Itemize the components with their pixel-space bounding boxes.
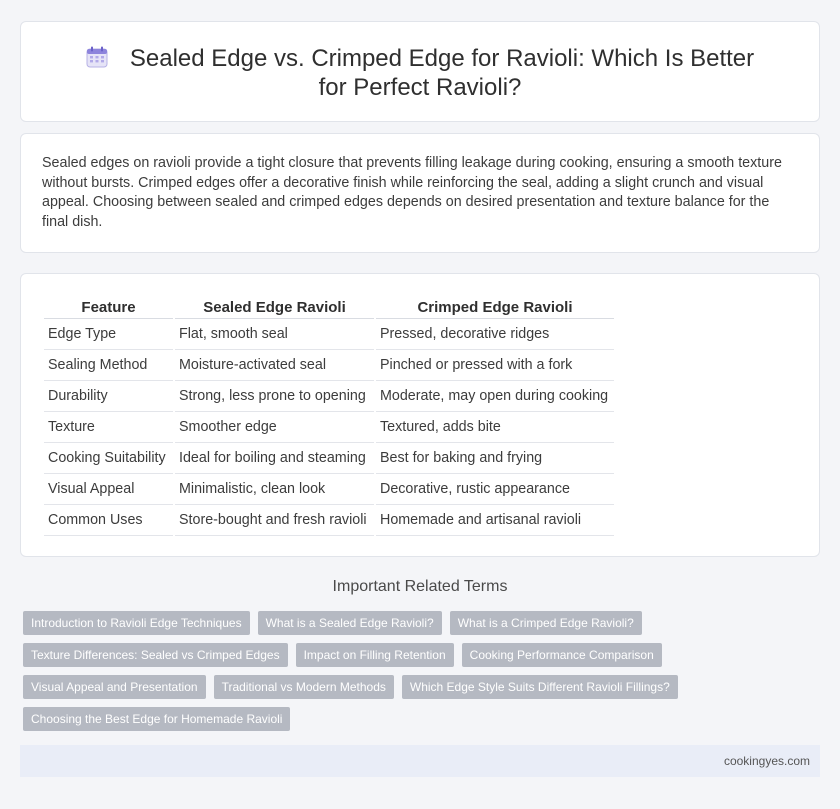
table-cell: Sealing Method: [44, 350, 173, 381]
table-cell: Flat, smooth seal: [175, 319, 374, 350]
tag-row: [23, 643, 703, 667]
table-header-row: [44, 296, 614, 319]
related-term-tag[interactable]: Visual Appeal and Presentation: [23, 675, 206, 699]
footer-site-link[interactable]: cookingyes.com: [723, 754, 810, 768]
table-cell: Texture: [44, 412, 173, 443]
table-cell: Best for baking and frying: [376, 443, 614, 474]
table-cell: Moisture-activated seal: [175, 350, 374, 381]
table-row: [44, 350, 614, 381]
page-title: Sealed Edge vs. Crimped Edge for Ravioli: Which Is Better for Perfect Ravioli?: [129, 45, 755, 101]
table-row: [44, 443, 614, 474]
related-terms-title: Important Related Terms: [332, 578, 508, 595]
table-cell: Edge Type: [44, 319, 173, 350]
related-terms-tags: [23, 611, 703, 739]
calendar-icon: [86, 46, 108, 68]
related-term-tag[interactable]: Cooking Performance Comparison: [462, 643, 662, 667]
table-header-crimped: Crimped Edge Ravioli: [376, 296, 614, 319]
table-cell: Pressed, decorative ridges: [376, 319, 614, 350]
table-cell: Moderate, may open during cooking: [376, 381, 614, 412]
tag-row: [23, 611, 703, 635]
table-cell: Pinched or pressed with a fork: [376, 350, 614, 381]
table-cell: Durability: [44, 381, 173, 412]
related-term-tag[interactable]: Texture Differences: Sealed vs Crimped Edges: [23, 643, 288, 667]
related-term-tag[interactable]: What is a Crimped Edge Ravioli?: [450, 611, 642, 635]
footer: [20, 745, 820, 777]
page-title-wrap: [21, 44, 819, 102]
title-card: [20, 21, 820, 122]
tag-row: [23, 675, 703, 699]
table-row: [44, 381, 614, 412]
related-term-tag[interactable]: Which Edge Style Suits Different Ravioli Fillings?: [402, 675, 678, 699]
table-cell: Textured, adds bite: [376, 412, 614, 443]
table-header-sealed: Sealed Edge Ravioli: [175, 296, 374, 319]
table-cell: Visual Appeal: [44, 474, 173, 505]
table-cell: Minimalistic, clean look: [175, 474, 374, 505]
intro-text: Sealed edges on ravioli provide a tight closure that prevents filling leakage during cooking, ensuring a smooth texture without bursts. Crimped edges offer a decorative finish while reinforcing the seal, adding a slight crunch and visual appeal. Choosing between sealed and crimped edges depends on desired presentation and texture balance for the final dish.: [42, 155, 782, 230]
comparison-table-card: [20, 273, 820, 557]
related-term-tag[interactable]: Traditional vs Modern Methods: [214, 675, 394, 699]
table-cell: Smoother edge: [175, 412, 374, 443]
related-term-tag[interactable]: Introduction to Ravioli Edge Techniques: [23, 611, 250, 635]
intro-card: [20, 133, 820, 253]
tag-row: [23, 707, 703, 731]
table-row: [44, 505, 614, 536]
table-cell: Ideal for boiling and steaming: [175, 443, 374, 474]
table-cell: Cooking Suitability: [44, 443, 173, 474]
related-term-tag[interactable]: What is a Sealed Edge Ravioli?: [258, 611, 442, 635]
table-cell: Strong, less prone to opening: [175, 381, 374, 412]
table-cell: Homemade and artisanal ravioli: [376, 505, 614, 536]
table-cell: Decorative, rustic appearance: [376, 474, 614, 505]
comparison-table: [42, 296, 616, 536]
related-term-tag[interactable]: Choosing the Best Edge for Homemade Ravioli: [23, 707, 290, 731]
table-header-feature: Feature: [44, 296, 173, 319]
table-cell: Store-bought and fresh ravioli: [175, 505, 374, 536]
table-row: [44, 412, 614, 443]
table-row: [44, 319, 614, 350]
table-cell: Common Uses: [44, 505, 173, 536]
related-term-tag[interactable]: Impact on Filling Retention: [296, 643, 454, 667]
table-row: [44, 474, 614, 505]
